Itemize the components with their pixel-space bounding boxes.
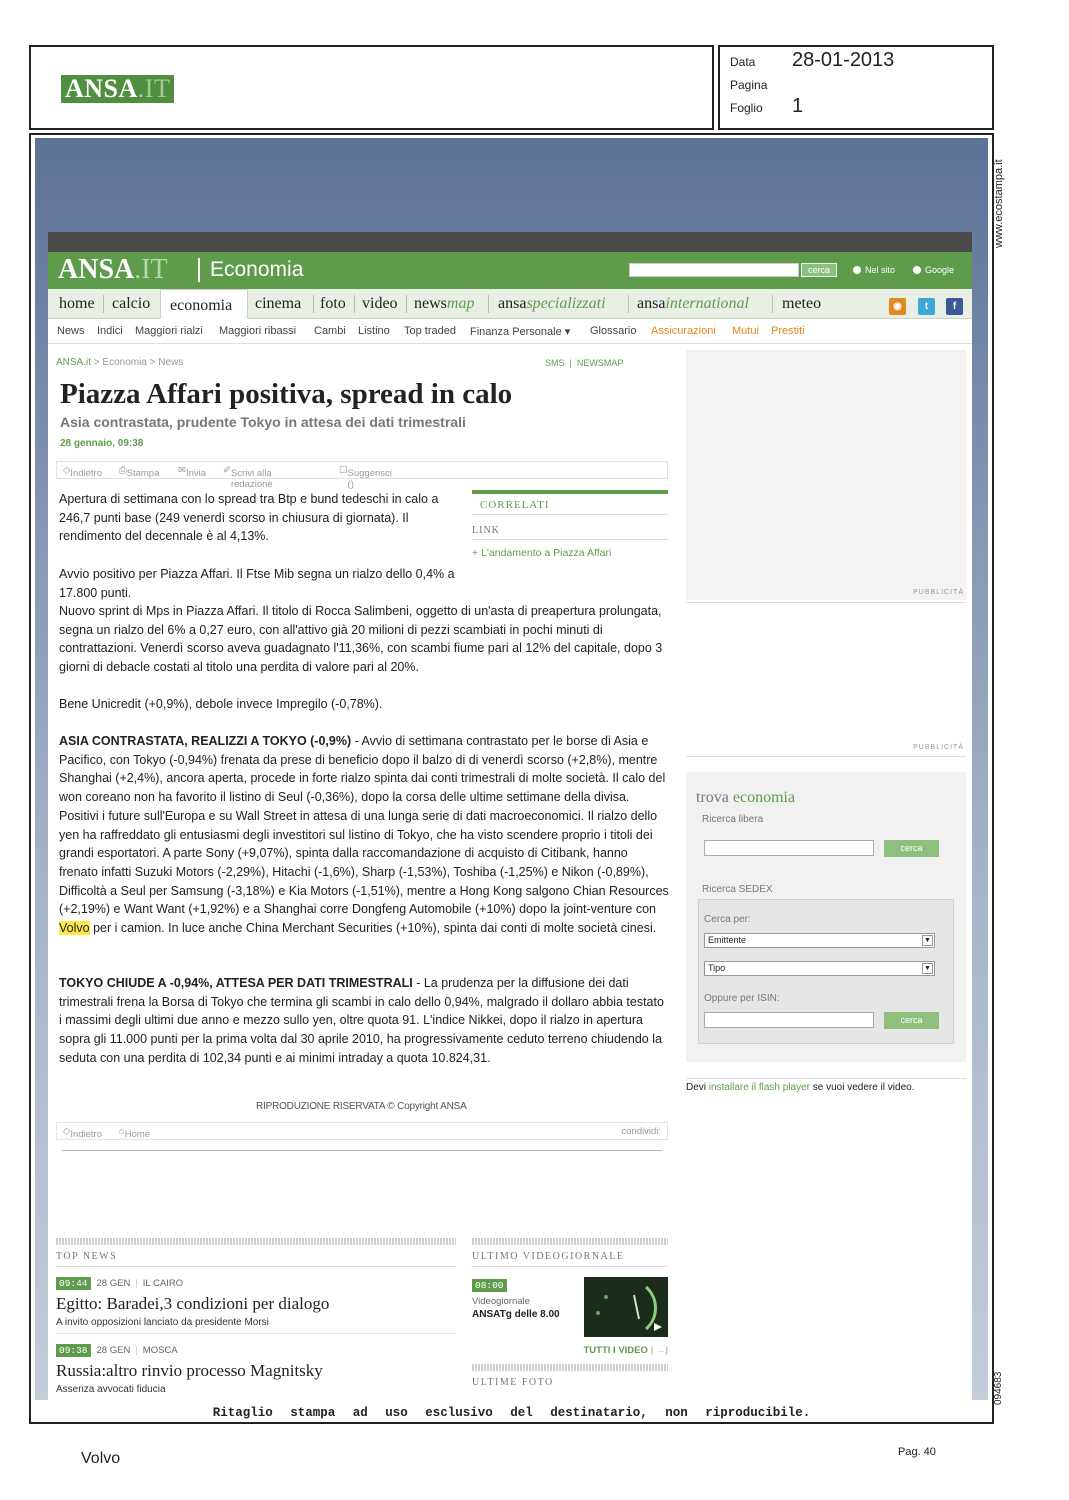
tipo-select[interactable]: Tipo ▼ — [704, 961, 935, 976]
flash-install-link[interactable]: installare il flash player — [708, 1082, 810, 1093]
clipping-meta-box — [718, 45, 994, 130]
isin-input[interactable] — [704, 1012, 874, 1028]
video-label: Videogiornale — [472, 1296, 530, 1307]
breadcrumb-home[interactable]: ANSA.it — [56, 357, 92, 368]
related-title: CORRELATI — [472, 494, 668, 515]
radio-nel-sito[interactable]: Nel sito — [853, 265, 895, 275]
back-link[interactable]: ◇ Indietro — [63, 465, 102, 479]
video-column — [472, 1238, 668, 1392]
ansa-logo: ANSA.IT — [61, 75, 174, 103]
subnav-listino[interactable]: Listino — [358, 325, 390, 337]
main-nav — [48, 289, 972, 319]
subnav-maggiori-rialzi[interactable]: Maggiori rialzi — [135, 325, 203, 337]
site-search-input[interactable] — [629, 263, 799, 277]
subnav-prestiti[interactable]: Prestiti — [771, 325, 805, 337]
cerca-per-label: Cerca per: — [704, 914, 751, 925]
data-label: Data — [730, 55, 756, 69]
clipping-logo-box — [29, 45, 714, 130]
paragraph-2: Avvio positivo per Piazza Affari. Il Ftse Mib segna un rialzo dello 0,4% a 17.800 punti. — [59, 567, 455, 600]
foglio-label: Foglio — [730, 101, 763, 115]
nav-meteo[interactable]: meteo — [782, 295, 822, 312]
print-link[interactable]: ⎙ Stampa — [119, 465, 160, 479]
foglio-value: 1 — [792, 95, 804, 117]
video-meta — [472, 1277, 560, 1320]
related-box — [472, 490, 668, 559]
nav-calcio[interactable]: calcio — [112, 295, 151, 312]
ricerca-libera-label: Ricerca libera — [702, 814, 764, 825]
article-toolbar-bottom — [56, 1122, 668, 1140]
nav-divider — [103, 295, 104, 313]
nav-divider — [488, 295, 489, 313]
section-title: Economia — [198, 258, 303, 282]
send-link[interactable]: ✉ Invia — [178, 465, 207, 479]
video-name: ANSATg delle 8.00 — [472, 1309, 560, 1320]
nav-divider — [313, 295, 314, 313]
back-link-bottom[interactable]: ◇ Indietro — [63, 1126, 102, 1140]
ad-divider — [686, 602, 966, 603]
facebook-icon[interactable]: f — [946, 298, 963, 315]
nav-divider — [354, 295, 355, 313]
ricerca-sedex-label: Ricerca SEDEX — [702, 884, 773, 895]
nav-video[interactable]: video — [362, 295, 398, 312]
sub-nav — [48, 320, 972, 344]
newsmap-link[interactable]: NEWSMAP — [576, 358, 624, 368]
top-news — [56, 1238, 456, 1400]
isin-button[interactable]: cerca — [884, 1012, 939, 1029]
related-link[interactable]: + L'andamento a Piazza Affari — [472, 547, 612, 559]
sms-link[interactable]: SMS — [545, 358, 565, 368]
nav-foto[interactable]: foto — [320, 295, 346, 312]
site-header — [48, 252, 972, 289]
paragraph-1: Apertura di settimana con lo spread tra Btp e bund tedeschi in calo a 246,7 punti base (249 venerdì scorso in chiusura di giornata). Il rendimento del decennale è al 4,13%. — [59, 492, 439, 544]
radio-dot-icon — [853, 266, 861, 274]
news-desc: Assenza avvocati fiducia — [56, 1384, 166, 1395]
pattern-bar — [472, 1364, 668, 1371]
photo-heading: ULTIME FOTO — [472, 1377, 554, 1388]
video-time: 08:00 — [472, 1279, 560, 1292]
paragraph-3: Nuovo sprint di Mps in Piazza Affari. Il titolo di Rocca Salimbeni, oggetto di un'asta di preapertura prolungata, segna un rialzo del 6% a 0,27 euro, con all'attivo già 20 milioni di pezzi scambiati in pochi minuti di contrattazioni. Venerdì scorso aveva guadagnato l'11,36%, con scambi fiume pari al 12% del capitale, dopo 3 giorni di debacle costati al titolo una perdita di valore pari al 20%. — [59, 604, 663, 675]
nav-home[interactable]: home — [59, 295, 95, 312]
site-logo[interactable]: ANSA.IT — [58, 254, 168, 285]
subnav-indici[interactable]: Indici — [97, 325, 123, 337]
ansa-site — [48, 232, 972, 1400]
subnav-maggiori-ribassi[interactable]: Maggiori ribassi — [219, 325, 297, 337]
ecostampa-url: www.ecostampa.it — [993, 159, 1005, 248]
footer-page-number: Pag. 40 — [898, 1446, 936, 1458]
news-meta: 09:38 28 GEN | MOSCA — [56, 1344, 456, 1357]
nav-divider — [406, 295, 407, 313]
dropdown-arrow-icon: ▼ — [922, 935, 933, 946]
pattern-bar — [56, 1238, 456, 1245]
footer-keyword: Volvo — [81, 1450, 121, 1467]
news-desc: A invito opposizioni lanciato da presidente Morsi — [56, 1317, 456, 1334]
article-subtitle: Asia contrastata, prudente Tokyo in attesa dei dati trimestrali — [60, 414, 466, 430]
subnav-glossario[interactable]: Glossario — [590, 325, 637, 337]
subnav-news[interactable]: News — [57, 325, 85, 337]
ad-label: PUBBLICITÀ — [913, 589, 964, 596]
flash-note: Devi installare il flash player se vuoi vedere il video. — [686, 1082, 915, 1093]
breadcrumb: ANSA.it > Economia > News — [56, 357, 184, 368]
nav-cinema[interactable]: cinema — [255, 295, 302, 312]
related-link-heading: LINK — [472, 525, 668, 540]
radio-google[interactable]: Google — [913, 265, 954, 275]
news-title[interactable]: Russia:altro rinvio processo Magnitsky — [56, 1361, 323, 1380]
subnav-top-traded[interactable]: Top traded — [404, 325, 456, 337]
ad-box — [686, 350, 966, 600]
video-item[interactable] — [472, 1277, 668, 1339]
pattern-bar — [472, 1238, 668, 1245]
news-meta: 09:44 28 GEN | IL CAIRO — [56, 1277, 456, 1290]
video-thumbnail-image — [584, 1277, 668, 1337]
trova-title: trova economia — [696, 789, 796, 806]
subnav-assicurazioni[interactable]: Assicurazioni — [651, 325, 716, 337]
emittente-select[interactable]: Emittente ▼ — [704, 933, 935, 948]
ad-divider — [686, 756, 966, 757]
ricerca-libera-input[interactable] — [704, 840, 874, 856]
isin-label: Oppure per ISIN: — [704, 993, 780, 1004]
site-search-button[interactable]: cerca — [801, 263, 837, 277]
keyword-highlight: Volvo — [59, 921, 90, 936]
nav-ansa-international[interactable]: ansainternational — [637, 295, 749, 312]
paragraph-4: Bene Unicredit (+0,9%), debole invece Impregilo (-0,78%). — [59, 697, 383, 711]
crumb-tools: SMS | NEWSMAP — [545, 358, 624, 368]
video-heading: ULTIMO VIDEOGIORNALE — [472, 1251, 668, 1267]
article-toolbar — [56, 461, 668, 490]
top-news-heading: TOP NEWS — [56, 1251, 456, 1267]
news-title[interactable]: Egitto: Baradei,3 condizioni per dialogo — [56, 1294, 330, 1313]
paragraph-6: TOKYO CHIUDE A -0,94%, ATTESA PER DATI TRIMESTRALI - La prudenza per la diffusione dei dati trimestrali frena la Borsa di Tokyo che termina gli scambi in calo dello 0,94%, malgrado il dollaro abbia testato i massimi degli ultimi due anno e mezzo sullo yen, oltre quota 91. L'indice Nikkei, dopo il rialzo in apertura sopra gli 11.000 punti per la prima volta dal 30 aprile 2010, ha progressivamente ceduto terreno chiudendo la seduta con una perdita di 102,34 punti e ai minimi intraday a quota 10.824,31. — [59, 976, 664, 1065]
video-thumbnail[interactable] — [584, 1277, 668, 1337]
write-link[interactable]: ✐ Scrivi alla redazione — [223, 465, 273, 490]
divider — [62, 1150, 662, 1151]
nav-newsmap[interactable]: newsmap — [414, 295, 475, 312]
clipping-code: 094683 — [993, 1371, 1004, 1405]
pagina-label: Pagina — [730, 78, 768, 92]
subnav-cambi[interactable]: Cambi — [314, 325, 346, 337]
copyright: RIPRODUZIONE RISERVATA © Copyright ANSA — [256, 1101, 467, 1112]
suggest-link[interactable]: ☐ Suggerisci () — [339, 465, 392, 490]
home-link[interactable]: ⌂ Home — [119, 1126, 151, 1140]
rss-icon[interactable]: ◉ — [889, 298, 906, 315]
divider — [686, 1078, 966, 1079]
browser-strip — [48, 232, 972, 252]
dropdown-arrow-icon: ▼ — [922, 963, 933, 974]
ad-label: PUBBLICITÀ — [913, 744, 964, 751]
nav-economia[interactable]: economia — [170, 297, 233, 314]
ricerca-libera-button[interactable]: cerca — [884, 840, 939, 857]
radio-dot-icon — [913, 266, 921, 274]
nav-divider — [772, 295, 773, 313]
subnav-mutui[interactable]: Mutui — [732, 325, 759, 337]
subnav-finanza-personale[interactable]: Finanza Personale ▾ — [470, 326, 571, 338]
data-value: 28-01-2013 — [792, 49, 895, 71]
article-date: 28 gennaio, 09:38 — [60, 438, 144, 449]
paragraph-5: ASIA CONTRASTATA, REALIZZI A TOKYO (-0,9%) - Avvio di settimana contrastato per le borse di Asia e Pacifico, con Tokyo (-0,94%) frenata da prese di beneficio dopo il balzo di di venerdì scorso (+2,8%), mentre Shanghai (+2,4%), ancora aperta, procede in forte rialzo spinta dai conti trimestrali di molte società. Il calo del won coreano non ha favorito il listino di Seul (-0,36%), dopo la corsa delle ultime settimane della divisa. Positivi i future sull'Europa e su Wall Street in attesa di una lunga serie di dati macroeconomici. Il rialzo dello yen ha raffreddato gli entusiasmi degli investitori sul listino di Tokyo, che ha visto scendere proprio i titoli dei grandi esportatori. A parte Sony (+9,07%), spinta dalla raccomandazione di acquisto di Citibank, hanno frenato infatti Suzuki Motors (-2,29%), Hitachi (-1,6%), Sharp (-1,53%), Toshiba (-1,25%) e Nikon (-0,89%), Difficoltà a Seul per Samsung (-3,18%) e Kia Motors (-1,51%), mentre a Hong Kong salgono Chian Resources (+2,19%) e Want Want (+1,92%) e a Shanghai corre Dongfeng Automobile (+10%) dopo la joint-venture con Volvo per i camion. In luce anche China Merchant Securities (+10%), spinta dai conti di molte società cinesi. — [59, 734, 669, 936]
nav-ansa-specializzati[interactable]: ansaspecializzati — [498, 295, 606, 312]
twitter-icon[interactable]: t — [918, 298, 935, 315]
trova-economia-panel — [686, 772, 966, 1062]
share-label: condividi: — [621, 1126, 661, 1137]
nav-divider — [628, 295, 629, 313]
all-videos-link[interactable]: TUTTI I VIDEO | →| — [583, 1345, 668, 1356]
reprint-note: Ritaglio stampa ad uso esclusivo del destinatario, non riproducibile. — [212, 1406, 811, 1420]
article-title: Piazza Affari positiva, spread in calo — [60, 378, 513, 410]
